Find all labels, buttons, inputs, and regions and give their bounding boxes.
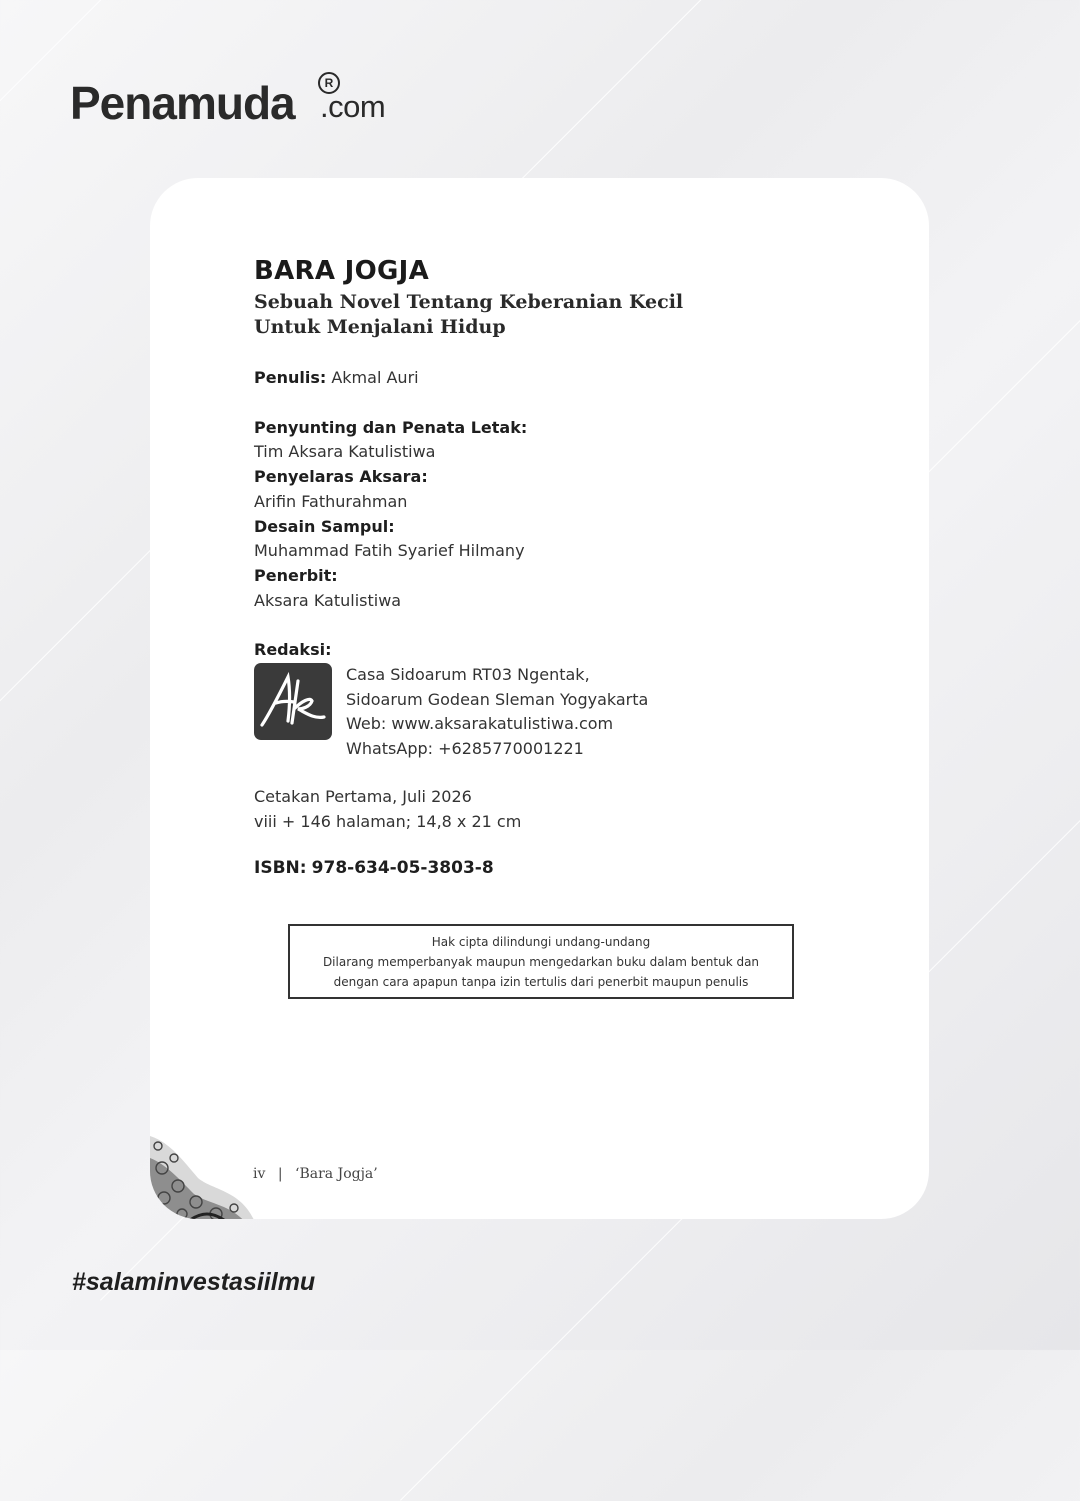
notice-line: Dilarang memperbanyak maupun mengedarkan buku dalam bentuk dan [322, 955, 760, 969]
cover-design-label: Desain Sampul: [254, 516, 395, 536]
isbn-label: ISBN: [254, 858, 307, 879]
author-label: Penulis: [254, 368, 327, 387]
signature-logo-icon [254, 663, 332, 740]
address-line: Casa Sidoarum RT03 Ngentak, [346, 665, 590, 685]
copyright-page-content [254, 256, 854, 878]
page-footer [253, 1166, 378, 1182]
publisher-logo [254, 663, 332, 740]
author-line [254, 366, 854, 391]
editorial-label-text: Redaksi: [254, 640, 332, 660]
subtitle-line: Sebuah Novel Tentang Keberanian Kecil [254, 291, 684, 313]
isbn-line [254, 858, 854, 878]
address-line: Sidoarum Godean Sleman Yogyakarta [346, 689, 649, 709]
pages-line: viii + 146 halaman; 14,8 x 21 cm [254, 811, 522, 831]
running-title: ‘Bara Jogja’ [295, 1166, 378, 1182]
subtitle-line: Untuk Menjalani Hidup [254, 316, 506, 338]
footer-separator: | [277, 1166, 283, 1182]
author-value: Akmal Auri [331, 368, 419, 387]
edition-block [254, 785, 854, 834]
web-line: Web: www.aksarakatulistiwa.com [346, 714, 614, 734]
address-lines [346, 663, 648, 762]
credits-block [254, 416, 854, 614]
page-number: iv [253, 1166, 266, 1182]
copyright-page-card [150, 178, 929, 1219]
registered-mark: R [318, 72, 340, 94]
editorial-label [254, 638, 854, 663]
book-subtitle [254, 290, 854, 340]
logo-monogram: Ak [254, 663, 256, 665]
edition-line: Cetakan Pertama, Juli 2026 [254, 787, 472, 807]
proofreader-label: Penyelaras Aksara: [254, 467, 428, 487]
copyright-notice-box [288, 924, 794, 999]
notice-line: Hak cipta dilindungi undang-undang [431, 935, 651, 949]
whatsapp-line: WhatsApp: +6285770001221 [346, 739, 584, 759]
publisher-label: Penerbit: [254, 565, 338, 585]
batik-ornament-icon [150, 1128, 260, 1219]
isbn-value: 978-634-05-3803-8 [311, 858, 494, 879]
editor-label: Penyunting dan Penata Letak: [254, 417, 528, 437]
editorial-address-block [254, 663, 854, 763]
editor-value: Tim Aksara Katulistiwa [254, 442, 436, 462]
brand-domain: .com [320, 89, 386, 124]
brand-name: Penamuda [70, 77, 295, 129]
notice-line: dengan cara apapun tanpa izin tertulis dari penerbit maupun penulis [333, 975, 749, 989]
book-title: BARA JOGJA [254, 256, 430, 286]
hashtag: #salaminvestasiilmu [72, 1268, 316, 1296]
publisher-value: Aksara Katulistiwa [254, 590, 402, 610]
cover-design-value: Muhammad Fatih Syarief Hilmany [254, 541, 525, 561]
proofreader-value: Arifin Fathurahman [254, 491, 408, 511]
